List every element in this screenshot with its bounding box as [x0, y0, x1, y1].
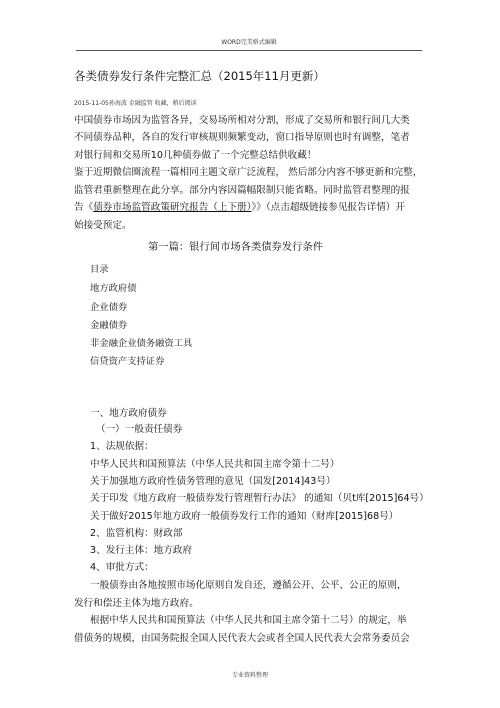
body-line: 关于做好2015年地方政府一般债券发行工作的通知（财库[2015]68号） [90, 511, 399, 522]
body-line: 关于加强地方政府性债务管理的意见（国发[2014]43号） [90, 476, 336, 487]
toc-item: 非金融企业债务融资工具 [90, 338, 193, 349]
intro-link-suffix: 》》（点击超级链接参见报告详情）开 [251, 202, 405, 213]
article-meta: 2015-11-05孙海波 金融监管 收藏，稍后阅读 [74, 100, 197, 107]
body-line: 根据中华人民共和国预算法（中华人民共和国主席令第十二号）的规定，举 [90, 615, 407, 626]
toc-item: 企业债券 [90, 302, 128, 313]
body-line: 3、发行主体：地方政府 [90, 545, 193, 556]
body-line: 发行和偿还主体为地方政府。 [74, 598, 199, 609]
page-header: WORD完美格式编辑 [76, 38, 422, 51]
intro-line: 中国债券市场因为监管各异，交易场所相对分割，形成了交易所和银行间几大类 [74, 115, 410, 126]
subheading-general-bonds: （一）一般责任债券 [96, 424, 183, 435]
heading-local-government-bonds: 一、地方政府债券 [90, 408, 167, 419]
section-title: 第一篇：银行间市场各类债券发行条件 [148, 241, 324, 253]
body-line: 4、审批方式： [90, 562, 154, 573]
intro-line: 始接受预定。 [74, 220, 132, 231]
toc-item: 信贷资产支持证券 [90, 356, 165, 367]
body-line: 一般债券由各地按照市场化原则自发自还，遵循公开、公平、公正的原则， [90, 580, 407, 591]
toc-item: 金融债券 [90, 320, 128, 331]
body-line: 中华人民共和国预算法（中华人民共和国主席令第十二号） [90, 459, 340, 470]
intro-line: 不同债券品种，各自的发行审核规则频繁变动，窗口指导原则也时有调整，笔者 [74, 132, 410, 143]
body-line: 借债务的规模，由国务院报全国人民代表大会或者全国人民代表大会常务委员会 [74, 633, 410, 644]
intro-line: 鉴于近期微信圈流程一篇相同主题文章广泛流程， 然后部分内容不够更新和完整， [74, 167, 423, 178]
document-title: 各类债券发行条件完整汇总（2015年11月更新） [74, 69, 325, 83]
intro-line: 对银行间和交易所10几种债券做了一个完整总结供收藏！ [74, 150, 317, 161]
report-link[interactable]: 债券市场监管政策研究报告（上下册） [93, 202, 252, 213]
body-line: 2、监管机构：财政部 [90, 528, 183, 539]
body-line: 关于印发《地方政府一般债券发行管理暂行办法》 的通知（贝t库[2015]64号） [90, 493, 429, 504]
toc-heading: 目录 [90, 264, 109, 275]
toc-item: 地方政府债 [90, 283, 137, 294]
body-line: 1、法规依据： [90, 441, 154, 452]
intro-link-prefix: 告《 [74, 202, 94, 213]
intro-link-line [74, 201, 405, 214]
page-footer: 专业资料整理 [231, 672, 268, 679]
intro-line: 监管君重新整理在此分享。部分内容因篇幅限制只能省略。同时监管君整理的报 [74, 185, 410, 196]
